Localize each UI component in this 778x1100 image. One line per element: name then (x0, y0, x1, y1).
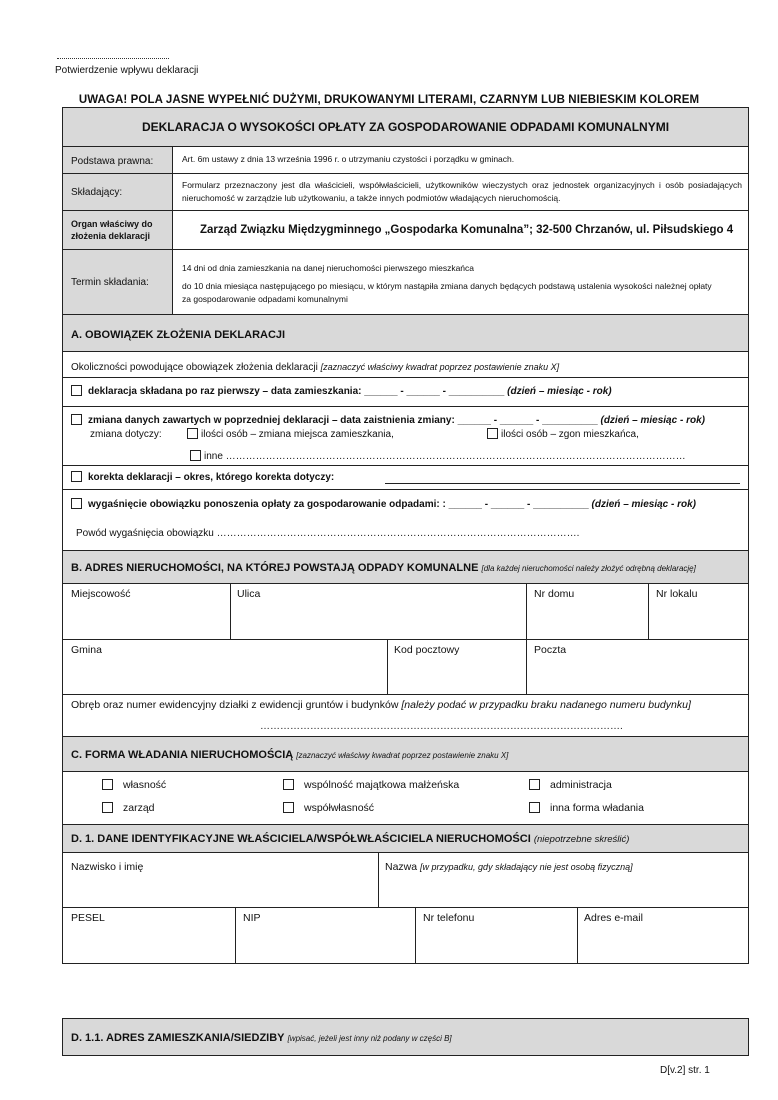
section-d1-title: D. 1. DANE IDENTYFIKACYJNE WŁAŚCICIELA/WSPÓŁWŁAŚCICIELA NIERUCHOMOŚCI (niepotrzebne skreślić) (71, 833, 630, 845)
checkbox-change-other[interactable] (190, 450, 201, 461)
option-co-ownership[interactable]: współwłasność (283, 802, 374, 814)
option-change-move[interactable]: ilości osób – zmiana miejsca zamieszkania, (187, 428, 394, 440)
postal-code-field[interactable]: Kod pocztowy (394, 644, 460, 656)
company-name-field[interactable]: Nazwa [w przypadku, gdy składający nie jest osobą fizyczną] (385, 861, 633, 873)
parcel-row (62, 694, 749, 737)
filer-label: Składający: (71, 187, 123, 198)
ownership-options (62, 771, 749, 825)
section-b-header (62, 550, 749, 584)
confirmation-label: Potwierdzenie wpływu deklaracji (55, 65, 199, 76)
phone-field[interactable]: Nr telefonu (423, 912, 475, 924)
option-data-change[interactable]: zmiana danych zawartych w poprzedniej deklaracji – data zaistnienia zmiany: ______ - ______ - __________ (dzień – miesiąc - rok) (71, 414, 705, 426)
form-title: DEKLARACJA O WYSOKOŚCI OPŁATY ZA GOSPODAROWANIE ODPADAMI KOMUNALNYMI (141, 120, 670, 134)
legal-basis-label: Podstawa prawna: (71, 156, 154, 167)
confirmation-line (57, 57, 169, 59)
checkbox-marital-property[interactable] (283, 779, 294, 790)
option-management[interactable]: zarząd (102, 802, 155, 814)
warning-text: UWAGA! POLA JASNE WYPEŁNIĆ DUŻYMI, DRUKOWANYMI LITERAMI, CZARNYM LUB NIEBIESKIM KOLOREM (78, 94, 700, 106)
section-a-body (62, 351, 749, 551)
authority-text: Zarząd Związku Międzygminnego „Gospodarka Komunalna”; 32-500 Chrzanów, ul. Piłsudskiego 4 (200, 224, 734, 236)
section-c-title: C. FORMA WŁADANIA NIERUCHOMOŚCIĄ [zaznaczyć właściwy kwadrat poprzez postawienie znaku X] (71, 749, 509, 761)
pesel-field[interactable]: PESEL (71, 912, 105, 924)
checkbox-expiry[interactable] (71, 498, 82, 509)
city-field[interactable]: Miejscowość (71, 588, 131, 600)
legal-basis-text: Art. 6m ustawy z dnia 13 września 1996 r. o utrzymaniu czystości i porządku w gminach. (182, 154, 515, 164)
section-c-header (62, 736, 749, 772)
checkbox-ownership[interactable] (102, 779, 113, 790)
owner-row-2 (62, 907, 749, 964)
section-d11-header (62, 1018, 749, 1056)
deadline-text-2: do 10 dnia miesiąca następującego po miesiącu, w którym nastąpiła zmiana danych będących podstawą ustalenia wysokości należnej opłaty za gospodarowanie odpadami komunalnymi (182, 281, 712, 304)
page-number: D[v.2] str. 1 (660, 1065, 710, 1076)
section-d11-title: D. 1.1. ADRES ZAMIESZKANIA/SIEDZIBY [wpisać, jeżeli jest inny niż podany w części B] (71, 1032, 452, 1044)
checkbox-first-declaration[interactable] (71, 385, 82, 396)
checkbox-other-form[interactable] (529, 802, 540, 813)
checkbox-change-death[interactable] (487, 428, 498, 439)
title-box (62, 107, 749, 147)
checkbox-co-ownership[interactable] (283, 802, 294, 813)
change-concerns-label: zmiana dotyczy: (90, 429, 162, 440)
street-field[interactable]: Ulica (237, 588, 261, 600)
option-ownership[interactable]: własność (102, 779, 166, 791)
checkbox-correction[interactable] (71, 471, 82, 482)
authority-label-2: złożenia deklaracji (71, 231, 151, 241)
filer-row (62, 173, 749, 211)
name-field[interactable]: Nazwisko i imię (71, 861, 144, 873)
correction-period-field[interactable] (385, 483, 740, 484)
section-a-header (62, 314, 749, 352)
option-first-declaration[interactable]: deklaracja składana po raz pierwszy – data zamieszkania: ______ - ______ - __________ (dzień – miesiąc - rok) (71, 385, 612, 397)
commune-field[interactable]: Gmina (71, 644, 102, 656)
circumstances-label: Okoliczności powodujące obowiązek złożenia deklaracji [zaznaczyć właściwy kwadrat poprzez postawienie znaku X] (71, 362, 560, 373)
checkbox-administration[interactable] (529, 779, 540, 790)
house-number-field[interactable]: Nr domu (534, 588, 575, 600)
option-change-death[interactable]: ilości osób – zgon mieszkańca, (487, 428, 639, 440)
email-field[interactable]: Adres e-mail (584, 912, 643, 924)
section-a-title: A. OBOWIĄZEK ZŁOŻENIA DEKLARACJI (71, 329, 286, 341)
authority-row (62, 210, 749, 250)
option-change-other[interactable]: inne ………………………………………………………………………………………………………………………… (190, 450, 640, 462)
option-other-form[interactable]: inna forma władania (529, 802, 644, 814)
option-expiry[interactable]: wygaśnięcie obowiązku ponoszenia opłaty za gospodarowanie odpadami: : ______ - ______ - __________ (dzień – miesiąc - rok) (71, 498, 696, 510)
option-administration[interactable]: administracja (529, 779, 612, 791)
section-d1-header (62, 824, 749, 853)
owner-row-1 (62, 852, 749, 908)
deadline-row (62, 249, 749, 315)
unit-number-field[interactable]: Nr lokalu (656, 588, 698, 600)
option-correction[interactable]: korekta deklaracji – okres, którego korekta dotyczy: (71, 471, 334, 483)
parcel-label: Obręb oraz numer ewidencyjny działki z ewidencji gruntów i budynków [należy podać w przypadku braku nadanego numeru budynku] (71, 699, 691, 711)
parcel-field[interactable]: ………………………………………………………………………………………………. (260, 721, 623, 732)
checkbox-data-change[interactable] (71, 414, 82, 425)
post-office-field[interactable]: Poczta (534, 644, 567, 656)
address-row-2 (62, 639, 749, 695)
deadline-label: Termin składania: (71, 277, 149, 288)
filer-text: Formularz przeznaczony jest dla właścicieli, współwłaścicieli, użytkowników wieczystych oraz jednostek organizacyjnych i osób posiadających nieruchomość w zarządzie lub użytkowaniu, a także innych podmiotów władających nieruchomością. (182, 180, 742, 203)
address-row-1 (62, 583, 749, 640)
legal-basis-row (62, 146, 749, 174)
checkbox-management[interactable] (102, 802, 113, 813)
authority-label-1: Organ właściwy do (71, 219, 153, 229)
expiry-reason[interactable]: Powód wygaśnięcia obowiązku ………………………………………………………………………………………………. (76, 528, 580, 539)
section-b-title: B. ADRES NIERUCHOMOŚCI, NA KTÓREJ POWSTAJĄ ODPADY KOMUNALNE [dla każdej nieruchomości należy złożyć odrębną deklarację] (71, 562, 696, 574)
option-marital-property[interactable]: wspólność majątkowa małżeńska (283, 779, 459, 791)
checkbox-change-move[interactable] (187, 428, 198, 439)
deadline-text-1: 14 dni od dnia zamieszkania na danej nieruchomości pierwszego mieszkańca (182, 263, 474, 273)
nip-field[interactable]: NIP (243, 912, 261, 924)
